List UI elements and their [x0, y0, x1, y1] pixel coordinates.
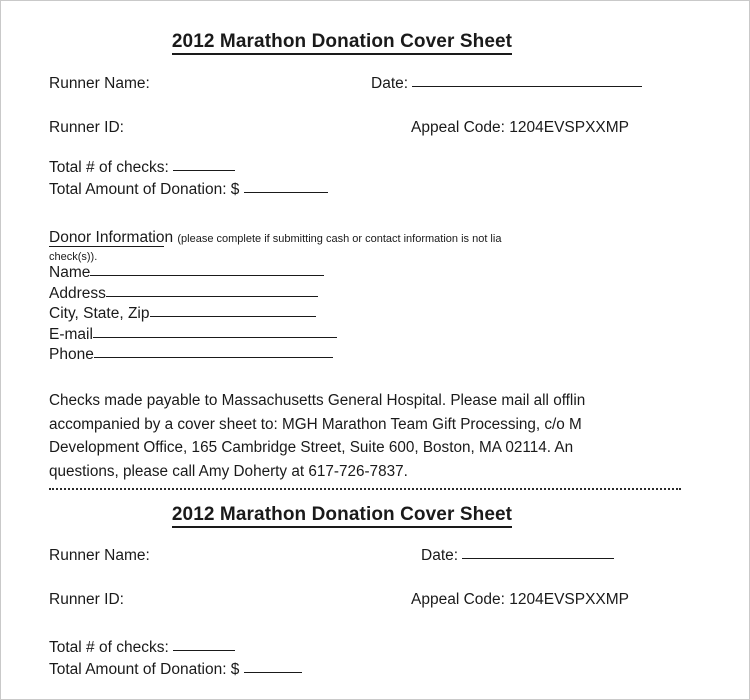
donor-field-phone-label: Phone [49, 346, 94, 363]
donor-field-city-state-zip-input[interactable] [150, 316, 316, 317]
cut-line-separator [49, 488, 681, 490]
copy1-total-checks-row [49, 159, 235, 177]
copy2-total-amount-label: Total Amount of Donation: $ [49, 661, 240, 678]
copy1-date-input[interactable] [412, 86, 642, 87]
donor-field-name-label: Name [49, 264, 91, 281]
donor-field-city-state-zip [49, 304, 337, 325]
copy2-title-text: 2012 Marathon Donation Cover Sheet [172, 504, 512, 528]
copy1-runner-id-label: Runner ID: [49, 119, 124, 136]
donor-information-heading-row [49, 229, 501, 247]
instructions-paragraph [49, 389, 683, 483]
copy2-date-input[interactable] [462, 558, 614, 559]
copy1-runner-name-label: Runner Name: [49, 75, 150, 92]
copy1-total-amount-label: Total Amount of Donation: $ [49, 181, 240, 198]
copy1-runner-name-row [49, 75, 150, 93]
donor-fields-list [49, 263, 337, 366]
copy2-date-label: Date: [421, 547, 459, 564]
donor-field-address [49, 284, 337, 305]
copy1-date-label: Date: [371, 75, 409, 92]
copy2-date-row [421, 547, 614, 565]
copy2-runner-id-label: Runner ID: [49, 591, 124, 608]
copy2-total-amount-input[interactable] [244, 672, 302, 673]
donor-information-heading-tail: n [164, 229, 174, 246]
donor-field-name [49, 263, 337, 284]
copy1-appeal-code-row [411, 119, 629, 137]
donor-field-email-input[interactable] [93, 337, 337, 338]
donor-field-phone [49, 345, 337, 366]
instructions-line-2: accompanied by a cover sheet to: MGH Marathon Team Gift Processing, c/o M [49, 415, 582, 433]
copy2-appeal-code-label: Appeal Code: [411, 591, 505, 608]
copy1-total-amount-input[interactable] [244, 192, 328, 193]
instructions-line-3: Development Office, 165 Cambridge Street, Suite 600, Boston, MA 02114. An [49, 439, 574, 456]
copy1-runner-id-row [49, 119, 124, 137]
donor-information-heading: Donor Informatio [49, 229, 165, 246]
donor-note-line2: check(s)). [49, 251, 98, 263]
copy1-appeal-code-value: 1204EVSPXXMP [509, 119, 630, 136]
donor-field-address-input[interactable] [106, 296, 318, 297]
copy2-total-amount-row [49, 661, 302, 679]
copy2-appeal-code-value: 1204EVSPXXMP [509, 591, 630, 608]
donor-field-email [49, 325, 337, 346]
donor-field-email-label: E-mail [49, 325, 93, 343]
donor-field-phone-input[interactable] [94, 357, 333, 358]
instructions-line-4: questions, please call Amy Doherty at 617-726-7837. [49, 462, 408, 480]
copy2-runner-id-row [49, 591, 124, 609]
copy1-total-checks-label: Total # of checks: [49, 159, 169, 176]
copy1-date-row [371, 75, 642, 93]
copy2-runner-name-row [49, 547, 150, 565]
copy1-title [1, 31, 683, 53]
copy2-total-checks-input[interactable] [173, 650, 235, 651]
document-content [1, 1, 683, 691]
copy1-total-checks-input[interactable] [173, 170, 235, 171]
copy2-appeal-code-row [411, 591, 629, 609]
donor-field-address-label: Address [49, 284, 106, 302]
donor-field-city-state-zip-label: City, State, Zip [49, 305, 150, 322]
copy1-title-text: 2012 Marathon Donation Cover Sheet [172, 31, 512, 55]
donor-field-name-input[interactable] [90, 275, 324, 276]
copy2-runner-name-label: Runner Name: [49, 547, 150, 564]
copy1-appeal-code-label: Appeal Code: [411, 119, 505, 136]
copy2-title [1, 504, 683, 526]
instructions-line-1: Checks made payable to Massachusetts General Hospital. Please mail all offlin [49, 392, 586, 409]
copy1-total-amount-row [49, 181, 328, 199]
donor-note-line1: (please complete if submitting cash or contact information is not lia [177, 233, 502, 245]
copy2-total-checks-label: Total # of checks: [49, 639, 169, 656]
copy2-total-checks-row [49, 639, 235, 657]
